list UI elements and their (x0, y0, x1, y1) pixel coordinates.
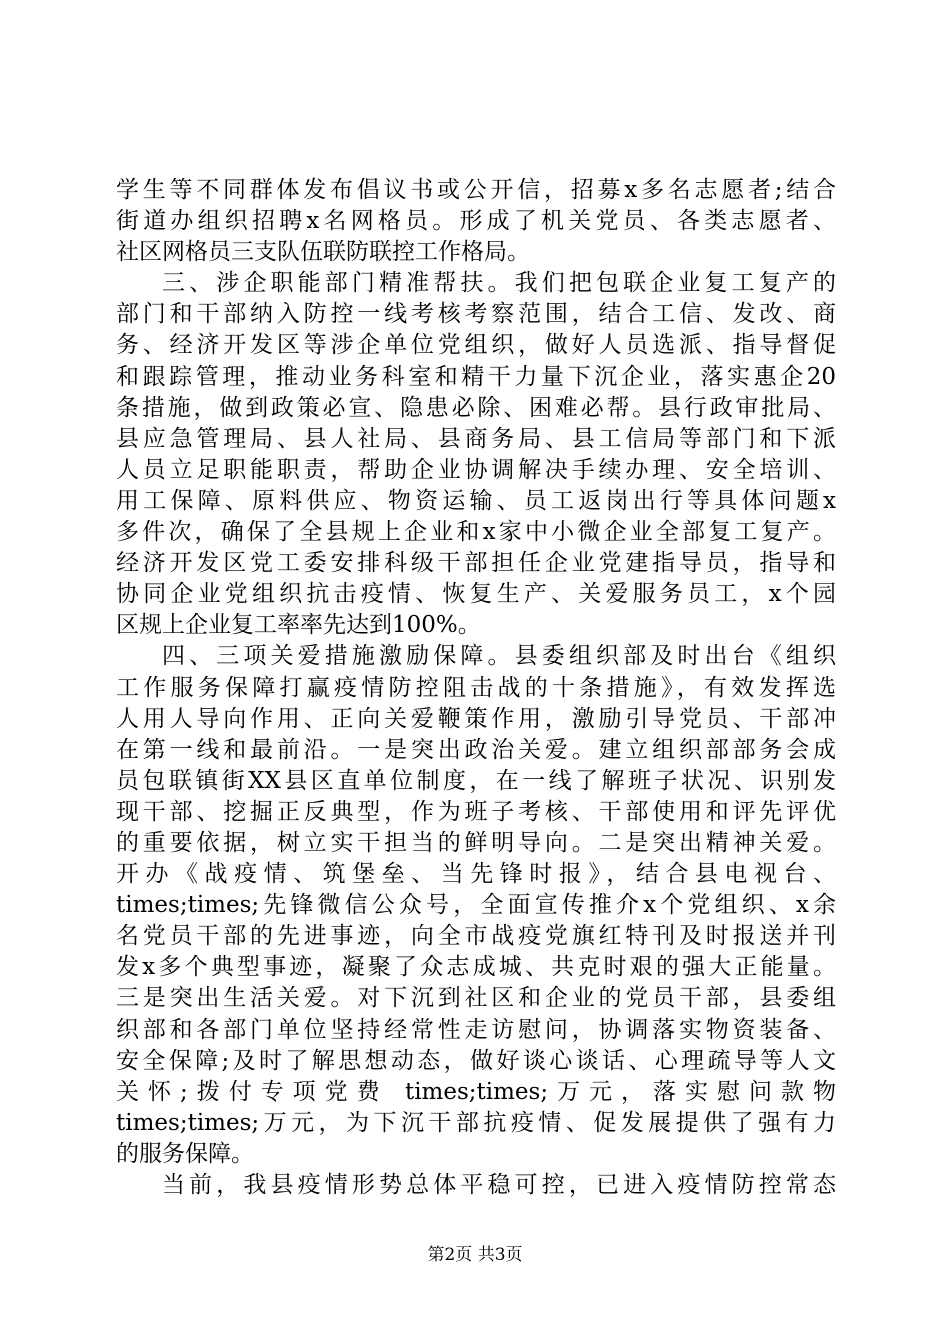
text-line: 务、经济开发区等涉企单位党组织，做好人员选派、指导督促 (116, 332, 836, 359)
text-line: 三是突出生活关爱。对下沉到社区和企业的党员干部，县委组 (116, 985, 836, 1012)
text-line: 学生等不同群体发布倡议书或公开信，招募x多名志愿者;结合 (116, 177, 836, 203)
text-line: 现干部、挖掘正反典型，作为班子考核、干部使用和评先评优 (116, 798, 836, 825)
text-line: 协同企业党组织抗击疫情、恢复生产、关爱服务员工，x个园 (116, 581, 836, 608)
text-line: 区规上企业复工率率先达到100%。 (116, 612, 481, 639)
text-line: 发x多个典型事迹，凝聚了众志成城、共克时艰的强大正能量。 (116, 954, 836, 981)
page-footer: 第2页 共3页 (427, 1245, 523, 1265)
text-line: 四、三项关爱措施激励保障。县委组织部及时出台《组织 (162, 643, 836, 670)
text-line: 的重要依据，树立实干担当的鲜明导向。二是突出精神关爱。 (116, 829, 836, 856)
text-line: 开办《战疫情、筑堡垒、当先锋时报》，结合县电视台、 (116, 861, 836, 888)
text-line: 多件次，确保了全县规上企业和x家中小微企业全部复工复产。 (116, 519, 836, 546)
text-line: times;times;万元，为下沉干部抗疫情、促发展提供了强有力 (116, 1109, 836, 1136)
text-line: 在第一线和最前沿。一是突出政治关爱。建立组织部部务会成 (116, 736, 836, 763)
text-line: 经济开发区党工委安排科级干部担任企业党建指导员，指导和 (116, 550, 836, 577)
text-line: 织部和各部门单位坚持经常性走访慰问，协调落实物资装备、 (116, 1016, 836, 1043)
text-line: 社区网格员三支队伍联防联控工作格局。 (116, 239, 530, 266)
text-line: 用工保障、原料供应、物资运输、员工返岗出行等具体问题x (116, 487, 836, 514)
text-line: 和跟踪管理，推动业务科室和精干力量下沉企业，落实惠企20 (116, 363, 836, 390)
text-line: 街道办组织招聘x名网格员。形成了机关党员、各类志愿者、 (116, 208, 836, 235)
text-line: 三、涉企职能部门精准帮扶。我们把包联企业复工复产的 (162, 270, 836, 297)
text-line: 当前，我县疫情形势总体平稳可控，已进入疫情防控常态 (162, 1172, 836, 1198)
text-line: 人用人导向作用、正向关爱鞭策作用，激励引导党员、干部冲 (116, 705, 836, 732)
text-line: times;times;先锋微信公众号，全面宣传推介x个党组织、x余 (116, 892, 836, 919)
text-line: 工作服务保障打赢疫情防控阻击战的十条措施》，有效发挥选 (116, 674, 836, 701)
text-line: 部门和干部纳入防控一线考核考察范围，结合工信、发改、商 (116, 301, 836, 328)
text-line: 安全保障;及时了解思想动态，做好谈心谈话、心理疏导等人文 (116, 1047, 836, 1074)
text-line: 名党员干部的先进事迹，向全市战疫党旗红特刊及时报送并刊 (116, 923, 836, 950)
text-line: 关怀;拨付专项党费 times;times;万元，落实慰问款物 (116, 1078, 836, 1105)
text-line: 人员立足职能职责，帮助企业协调解决手续办理、安全培训、 (116, 456, 836, 483)
text-line: 条措施，做到政策必宣、隐患必除、困难必帮。县行政审批局、 (116, 394, 836, 421)
text-line: 县应急管理局、县人社局、县商务局、县工信局等部门和下派 (116, 425, 836, 452)
text-line: 的服务保障。 (116, 1140, 254, 1167)
body-text (116, 175, 836, 1201)
text-line: 员包联镇街XX县区直单位制度，在一线了解班子状况、识别发 (116, 767, 836, 794)
